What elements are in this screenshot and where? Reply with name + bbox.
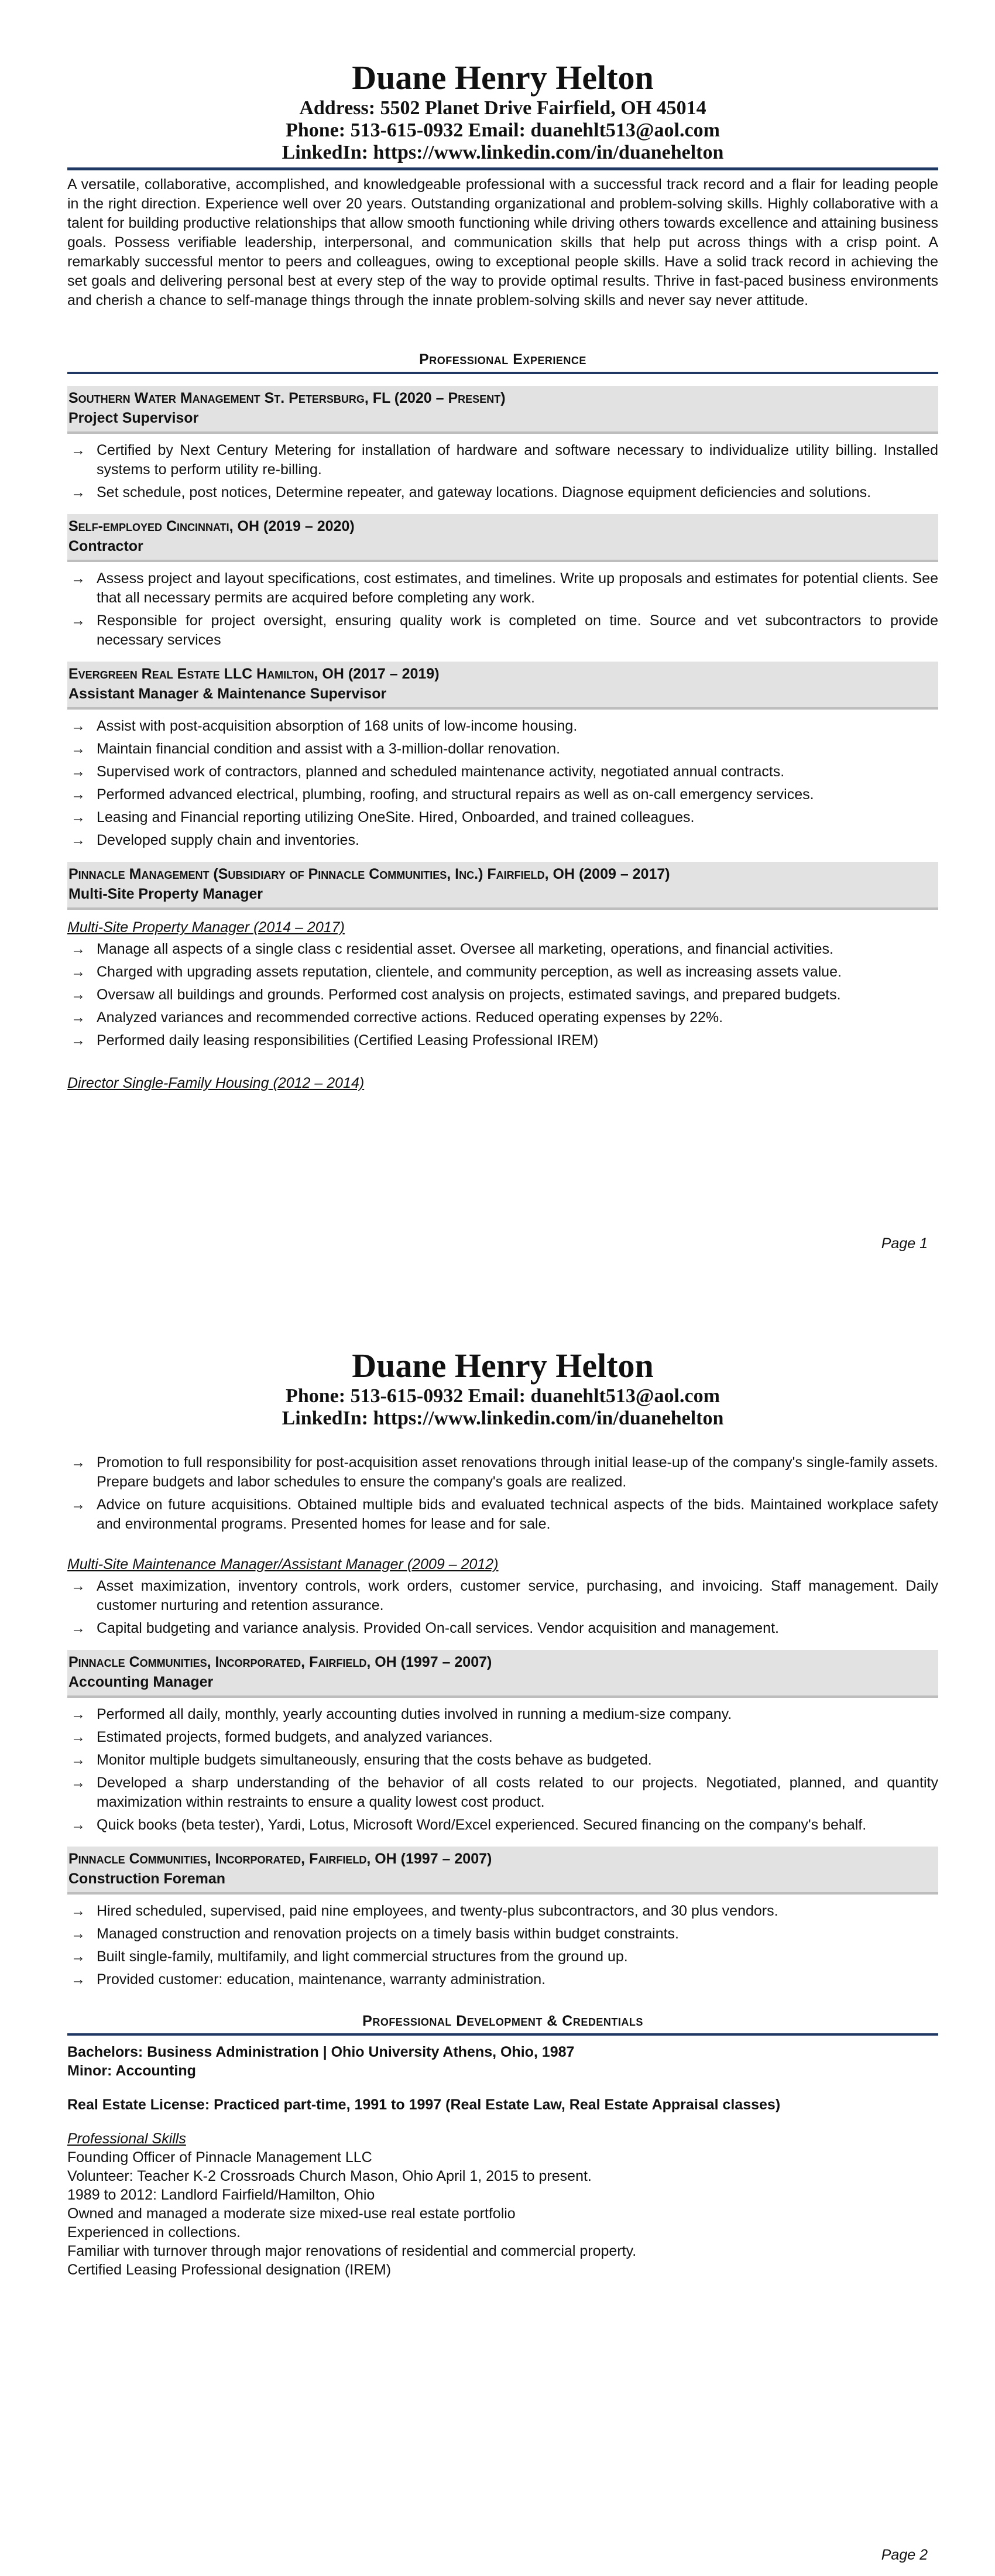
arrow-icon: →	[71, 809, 85, 825]
bullet-text: Assist with post-acquisition absorption of 168 units of low-income housing.	[97, 718, 578, 734]
bullet-text: Developed a sharp understanding of the behavior of all costs related to our projects. Negotiated, planned, and quantity maximization within restraints to ensure a quality lowest cost product.	[97, 1775, 938, 1810]
sub-role-title: Multi-Site Property Manager (2014 – 2017)	[67, 919, 345, 936]
arrow-icon: →	[71, 570, 85, 587]
arrow-icon: →	[71, 1903, 85, 1919]
arrow-icon: →	[71, 612, 85, 629]
contact-line: Phone: 513-615-0932 Email: duanehlt513@aol.com	[286, 1385, 720, 1407]
skill-item: Certified Leasing Professional designation (IREM)	[67, 2262, 392, 2278]
job-title: Construction Foreman	[68, 1871, 226, 1887]
bullet-text: Responsible for project oversight, ensuring quality work is completed on time. Source and vet subcontractors to provide necessary services	[97, 612, 938, 648]
job-entry	[67, 514, 938, 650]
bullet-text: Built single-family, multifamily, and light commercial structures from the ground up.	[97, 1948, 628, 1965]
bullet-item	[67, 569, 938, 608]
bullet-item	[67, 808, 938, 827]
linkedin-line: LinkedIn: https://www.linkedin.com/in/duanehelton	[282, 142, 724, 163]
candidate-name: Duane Henry Helton	[352, 59, 654, 97]
bullet-item	[67, 1773, 938, 1812]
skill-item: Owned and managed a moderate size mixed-use real estate portfolio	[67, 2205, 516, 2222]
job-bullets	[67, 1453, 938, 1534]
job-title: Multi-Site Property Manager	[68, 886, 263, 902]
bullet-item	[67, 1970, 938, 1989]
bullet-text: Performed all daily, monthly, yearly accounting duties involved in running a medium-size company.	[97, 1706, 732, 1722]
bullet-item	[67, 1947, 938, 1967]
bullet-item	[67, 1577, 938, 1615]
arrow-icon: →	[71, 786, 85, 803]
bullet-item	[67, 985, 938, 1005]
bullet-text: Capital budgeting and variance analysis. Provided On-call services. Vendor acquisition and management.	[97, 1620, 779, 1636]
candidate-name: Duane Henry Helton	[352, 1347, 654, 1385]
bullet-item	[67, 1453, 938, 1492]
skill-item: Experienced in collections.	[67, 2224, 241, 2241]
experience-section-title: Professional Experience	[67, 351, 938, 374]
bullet-item	[67, 1031, 938, 1050]
arrow-icon: →	[71, 1032, 85, 1049]
arrow-icon: →	[71, 1009, 85, 1026]
job-bullets	[67, 1902, 938, 1989]
bullet-item	[67, 762, 938, 782]
sub-role-title: Multi-Site Maintenance Manager/Assistant Manager (2009 – 2012)	[67, 1556, 499, 1573]
job-header	[67, 862, 938, 910]
arrow-icon: →	[71, 763, 85, 780]
resume-header	[67, 59, 938, 164]
arrow-icon: →	[71, 1620, 85, 1636]
bullet-item	[67, 831, 938, 850]
arrow-icon: →	[71, 1729, 85, 1745]
job-header	[67, 1650, 938, 1698]
job-bullets	[67, 1705, 938, 1835]
arrow-icon: →	[71, 986, 85, 1003]
bullet-item	[67, 611, 938, 650]
page-2-content	[67, 1347, 938, 2279]
bullet-text: Developed supply chain and inventories.	[97, 832, 359, 848]
arrow-icon: →	[71, 964, 85, 980]
arrow-icon: →	[71, 1971, 85, 1988]
bullet-item	[67, 1751, 938, 1770]
job-title: Accounting Manager	[68, 1674, 214, 1690]
job-bullets	[67, 569, 938, 650]
bullet-text: Advice on future acquisitions. Obtained multiple bids and evaluated technical aspects of the bids. Maintained workplace safety and environmental programs. Presented homes for lease and for sale.	[97, 1496, 938, 1532]
bullet-text: Quick books (beta tester), Yardi, Lotus, Microsoft Word/Excel experienced. Secured financing on the company's behalf.	[97, 1817, 867, 1833]
job-entry	[67, 1650, 938, 1835]
header-divider	[67, 167, 938, 170]
arrow-icon: →	[71, 1948, 85, 1965]
bullet-text: Manage all aspects of a single class c residential asset. Oversee all marketing, operations, and financial activities.	[97, 941, 833, 957]
resume-page-2	[0, 1288, 995, 2576]
professional-summary: A versatile, collaborative, accomplished, and knowledgeable professional with a successful track record and a flair for leading people in the right direction. Experience well over 20 years. Outstanding organizational and problem-solving skills. Highly collaborative with a talent for building productive relationships that allow smooth functioning while driving others towards excellence and attaining business goals. Possess verifiable leadership, interpersonal, and communication skills that help put across things with a crisp point. A remarkably successful mentor to peers and colleagues, owing to exceptional people skills. Have a solid track record in achieving the set goals and delivering personal best at every step of the way to provide optimal results. Thrive in fast-paced business environments and cherish a chance to self-manage things through the innate problem-solving skills and never say never attitude.	[67, 176, 938, 309]
bullet-item	[67, 717, 938, 736]
real-estate-license: Real Estate License: Practiced part-time, 1991 to 1997 (Real Estate Law, Real Estate Appraisal classes)	[67, 2097, 781, 2113]
bullet-item	[67, 1619, 938, 1638]
arrow-icon: →	[71, 484, 85, 501]
bullet-item	[67, 1705, 938, 1724]
job-organization: Pinnacle Communities, Incorporated, Fairfield, OH (1997 – 2007)	[68, 1851, 492, 1867]
bullet-text: Assess project and layout specifications, cost estimates, and timelines. Write up proposals and estimates for potential clients. See that all necessary permits are acquired before completing any work.	[97, 570, 938, 606]
job-bullets	[67, 940, 938, 1050]
job-title: Contractor	[68, 538, 143, 554]
bullet-item	[67, 940, 938, 959]
minor: Minor: Accounting	[67, 2063, 196, 2079]
job-entry	[67, 862, 938, 1093]
credentials-block	[67, 2043, 938, 2279]
credentials-section-title: Professional Development & Credentials	[67, 2013, 938, 2036]
arrow-icon: →	[71, 718, 85, 734]
skill-item: Founding Officer of Pinnacle Management LLC	[67, 2149, 372, 2166]
skills-title: Professional Skills	[67, 2130, 186, 2147]
job-entry	[67, 386, 938, 502]
bullet-text: Provided customer: education, maintenance, warranty administration.	[97, 1971, 546, 1988]
bullet-text: Set schedule, post notices, Determine repeater, and gateway locations. Diagnose equipment deficiencies and solutions.	[97, 484, 872, 501]
arrow-icon: →	[71, 1578, 85, 1594]
bullet-text: Managed construction and renovation projects on a timely basis within budget constraints.	[97, 1926, 680, 1942]
page-number: Page 2	[881, 2547, 928, 2563]
bullet-text: Monitor multiple budgets simultaneously, ensuring that the costs behave as budgeted.	[97, 1752, 652, 1768]
bullet-text: Performed advanced electrical, plumbing, roofing, and structural repairs as well as on-call emergency services.	[97, 786, 814, 803]
arrow-icon: →	[71, 1775, 85, 1791]
job-bullets	[67, 1577, 938, 1638]
skill-item: Volunteer: Teacher K-2 Crossroads Church Mason, Ohio April 1, 2015 to present.	[67, 2168, 592, 2184]
bullet-text: Certified by Next Century Metering for installation of hardware and software necessary to individualize utility billing. Installed systems to perform utility re-billing.	[97, 442, 938, 478]
job-organization: Pinnacle Communities, Incorporated, Fairfield, OH (1997 – 2007)	[68, 1654, 492, 1670]
linkedin-line: LinkedIn: https://www.linkedin.com/in/duanehelton	[282, 1407, 724, 1429]
job-organization: Self-employed Cincinnati, OH (2019 – 2020)	[68, 518, 355, 535]
arrow-icon: →	[71, 1706, 85, 1722]
job-header	[67, 1847, 938, 1895]
skill-item: 1989 to 2012: Landlord Fairfield/Hamilton, Ohio	[67, 2187, 375, 2203]
job-bullets	[67, 717, 938, 850]
bullet-item	[67, 1728, 938, 1747]
sub-role-title: Director Single-Family Housing (2012 – 2014)	[67, 1075, 365, 1091]
bullet-item	[67, 1815, 938, 1835]
bullet-item	[67, 739, 938, 759]
arrow-icon: →	[71, 832, 85, 848]
job-header	[67, 386, 938, 434]
page-number: Page 1	[881, 1235, 928, 1252]
bullet-text: Oversaw all buildings and grounds. Performed cost analysis on projects, estimated savings, and prepared budgets.	[97, 986, 841, 1003]
bullet-text: Supervised work of contractors, planned and scheduled maintenance activity, negotiated annual contracts.	[97, 763, 785, 780]
bullet-text: Performed daily leasing responsibilities (Certified Leasing Professional IREM)	[97, 1032, 599, 1049]
degree: Bachelors: Business Administration | Ohio University Athens, Ohio, 1987	[67, 2044, 575, 2060]
job-header	[67, 514, 938, 562]
bullet-text: Charged with upgrading assets reputation, clientele, and community perception, as well as increasing assets value.	[97, 964, 842, 980]
bullet-item	[67, 1924, 938, 1944]
bullet-text: Hired scheduled, supervised, paid nine employees, and twenty-plus subcontractors, and 30 plus vendors.	[97, 1903, 778, 1919]
job-entry	[67, 662, 938, 850]
bullet-item	[67, 441, 938, 479]
job-organization: Pinnacle Management (Subsidiary of Pinnacle Communities, Inc.) Fairfield, OH (2009 – 2017)	[68, 866, 670, 882]
bullet-text: Promotion to full responsibility for post-acquisition asset renovations through initial lease-up of the company's single-family assets. Prepare budgets and labor schedules to ensure the company's goals are realized.	[97, 1454, 938, 1490]
bullet-item	[67, 1902, 938, 1921]
arrow-icon: →	[71, 1454, 85, 1471]
bullet-item	[67, 1008, 938, 1027]
arrow-icon: →	[71, 1752, 85, 1768]
bullet-text: Maintain financial condition and assist with a 3-million-dollar renovation.	[97, 741, 561, 757]
arrow-icon: →	[71, 442, 85, 458]
arrow-icon: →	[71, 1926, 85, 1942]
arrow-icon: →	[71, 1496, 85, 1513]
bullet-item	[67, 962, 938, 982]
bullet-item	[67, 785, 938, 804]
bullet-text: Estimated projects, formed budgets, and analyzed variances.	[97, 1729, 493, 1745]
contact-line: Phone: 513-615-0932 Email: duanehlt513@aol.com	[286, 119, 720, 141]
arrow-icon: →	[71, 941, 85, 957]
bullet-text: Asset maximization, inventory controls, work orders, customer service, purchasing, and invoicing. Staff management. Daily customer nurturing and retention assurance.	[97, 1578, 938, 1614]
job-bullets	[67, 441, 938, 502]
skill-item: Familiar with turnover through major renovations of residential and commercial property.	[67, 2243, 637, 2259]
page-1-content	[67, 59, 938, 1093]
job-entry	[67, 1847, 938, 1989]
address-line: Address: 5502 Planet Drive Fairfield, OH 45014	[299, 97, 706, 119]
bullet-text: Leasing and Financial reporting utilizing OneSite. Hired, Onboarded, and trained colleagues.	[97, 809, 695, 825]
arrow-icon: →	[71, 741, 85, 757]
job-organization: Southern Water Management St. Petersburg, FL (2020 – Present)	[68, 390, 506, 406]
bullet-item	[67, 483, 938, 502]
resume-header	[67, 1347, 938, 1430]
job-title: Assistant Manager & Maintenance Supervisor	[68, 686, 387, 702]
job-organization: Evergreen Real Estate LLC Hamilton, OH (2017 – 2019)	[68, 666, 440, 682]
arrow-icon: →	[71, 1817, 85, 1833]
bullet-text: Analyzed variances and recommended corrective actions. Reduced operating expenses by 22%.	[97, 1009, 723, 1026]
job-title: Project Supervisor	[68, 410, 199, 426]
job-header	[67, 662, 938, 710]
bullet-item	[67, 1495, 938, 1534]
